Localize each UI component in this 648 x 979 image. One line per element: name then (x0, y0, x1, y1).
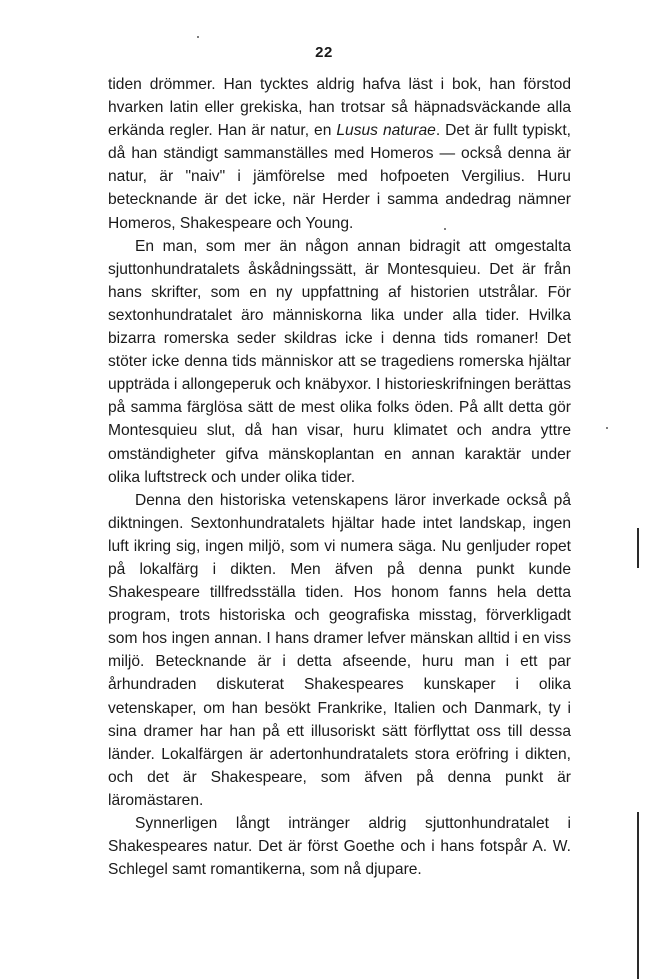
paragraph-1-text-b: . Det är fullt typiskt, då han ständigt sammanställes med Homeros — också denna är natur, är "naiv" i jämförelse med hofpoeten Vergilius. Huru betecknande är det icke, när Herder i samma andedrag nämner Homeros, Shakespeare och Young. (108, 122, 571, 232)
paragraph-1 (108, 73, 571, 235)
paragraph-3 (108, 489, 571, 812)
paragraph-1-text-a: tiden drömmer. Han tycktes aldrig hafva läst i bok, han förstod hvarken latin eller grekiska, han trotsar så häpnadsväckande alla erkända regler. Han är natur, en (108, 76, 571, 140)
page-number: 22 (315, 44, 333, 61)
paragraph-1-italic-term: Lusus naturae (336, 122, 436, 140)
paragraph-4-text: Synnerligen långt intränger aldrig sjuttonhundratalet i Shakespeares natur. Det är först Goethe och i hans fotspår A. W. Schlegel samt romantikerna, som nå djupare. (108, 815, 571, 879)
scan-speck (606, 427, 608, 429)
paragraph-2 (108, 235, 571, 489)
paragraph-3-text: Denna den historiska vetenskapens läror inverkade också på diktningen. Sextonhundratalets hjältar hade intet landskap, ingen luft ikring sig, ingen miljö, som vi numera säga. Nu genljuder ropet på lokalfärg i dikten. Men äfven på denna punkt kunde Shakespeare tillfredsställa tiden. Hos honom fanns hela detta program, trots historiska och geografiska misstag, förverkligadt som hos ingen annan. I hans dramer lefver mänskan alltid i en viss miljö. Betecknande är i detta afseende, huru man i ett par århundraden diskuterat Shakespeares kunskaper i olika vetenskaper, om han besökt Frankrike, Italien och Danmark, ty i sina dramer har han på ett illusoriskt sätt förflyttat oss till dessa länder. Lokalfärgen är adertonhundratalets stora eröfring i dikten, och det är Shakespeare, som äfven på denna punkt är läromästaren. (108, 491, 571, 809)
paragraph-4 (108, 812, 571, 881)
body-text (108, 73, 571, 881)
scan-edge-mark (637, 528, 639, 568)
scan-speck (197, 36, 199, 38)
scan-edge-mark (637, 812, 639, 979)
paragraph-2-text: En man, som mer än någon annan bidragit att omgestalta sjuttonhundratalets åskådningssätt, är Montesquieu. Det är från hans skrifter, som en ny uppfattning af historien utstrålar. För sextonhundratalet äro människorna lika under alla tider. Hvilka bizarra romerska seder skildras icke i denna tids romaner! Det stöter icke denna tids människor att se tragediens romerska hjältar uppträda i allongeperuk och knäbyxor. I historieskrifningen berättas på samma färglösa sätt de mest olika folks öden. På allt detta gör Montesquieu slut, då han visar, huru klimatet och andra yttre omständigheter gifva mänskoplantan en annan karaktär under olika luftstreck och under olika tider. (108, 237, 571, 486)
